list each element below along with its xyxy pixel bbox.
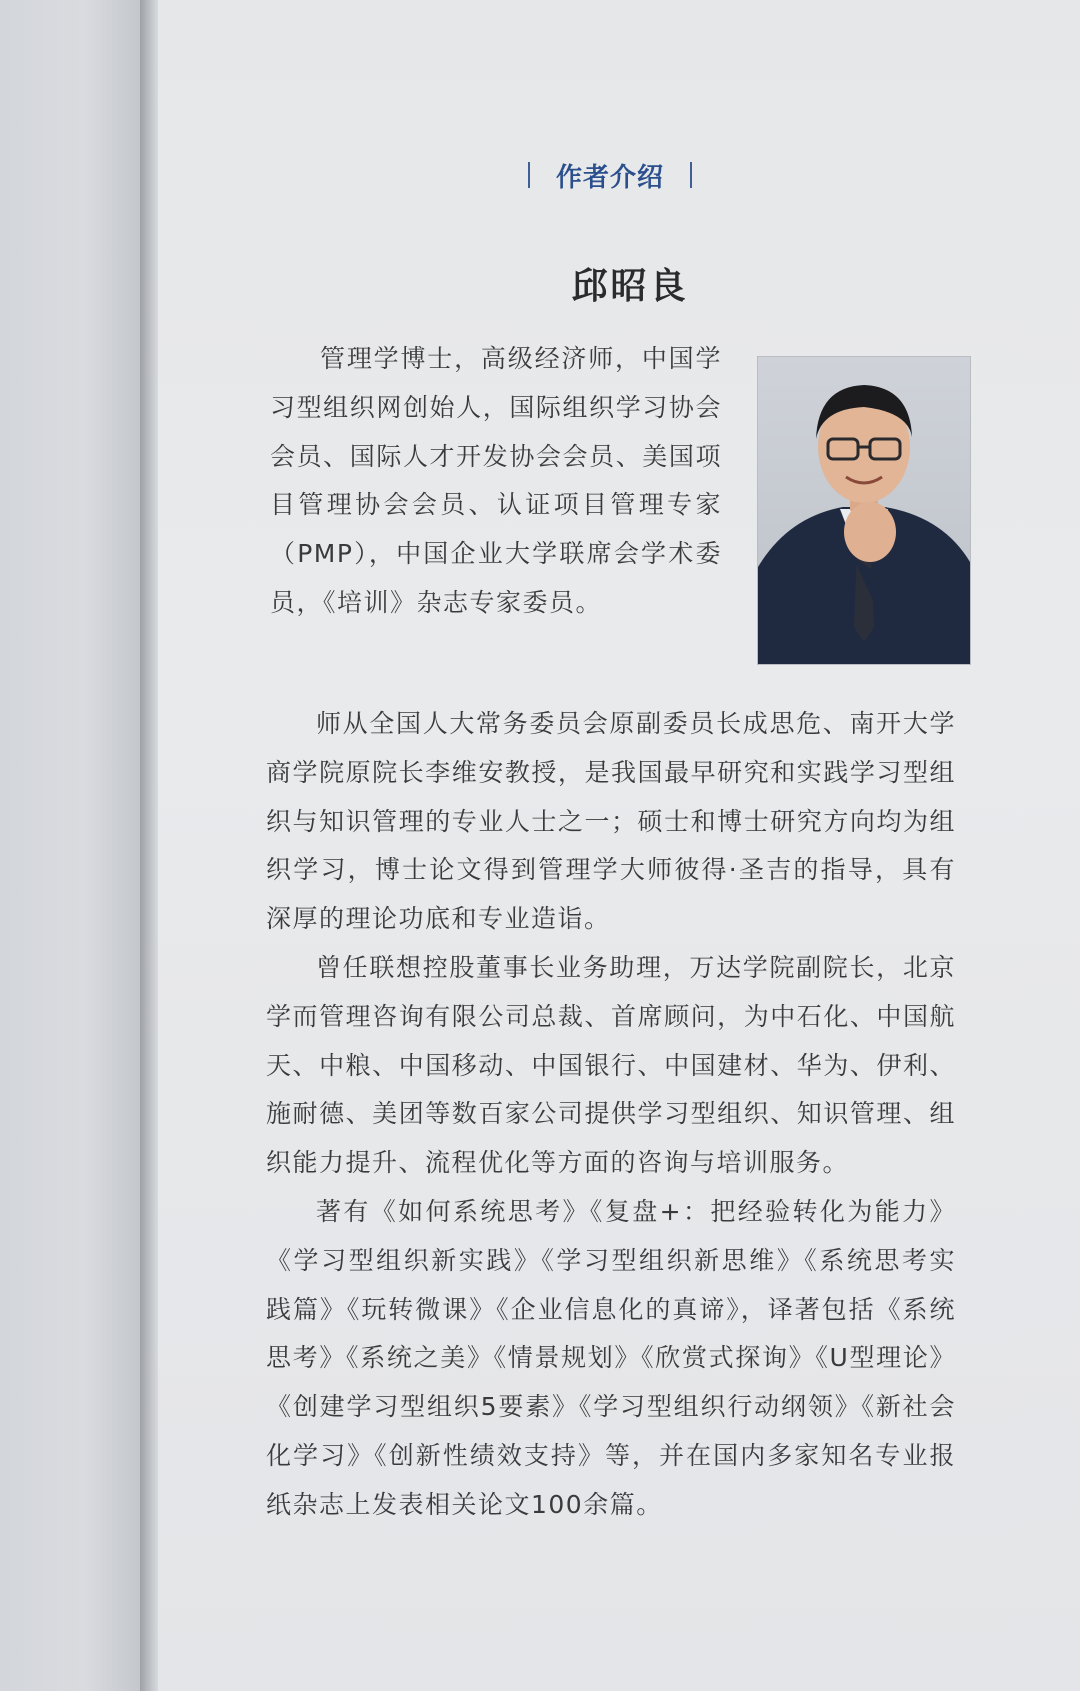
section-title: 作者介绍 [555, 162, 664, 193]
left-page-edge [0, 0, 140, 1691]
book-gutter [140, 0, 158, 1691]
author-photo [758, 357, 970, 664]
bio-body [266, 700, 956, 1530]
heading-left-bar [528, 162, 530, 188]
bio-paragraph-2: 师从全国人大常务委员会原副委员长成思危、南开大学商学院原院长李维安教授，是我国最早研究和实践学习型组织与知识管理的专业人士之一；硕士和博士研究方向均为组织学习，博士论文得到管理学大师彼得·圣吉的指导，具有深厚的理论功底和专业造诣。 [266, 709, 956, 934]
heading-right-bar [690, 162, 692, 188]
bio-paragraph-1: 管理学博士，高级经济师，中国学习型组织网创始人，国际组织学习协会会员、国际人才开发协会会员、美国项目管理协会会员、认证项目管理专家（PMP），中国企业大学联席会学术委员，《培训》杂志专家委员。 [270, 344, 722, 617]
bio-paragraph-3: 曾任联想控股董事长业务助理，万达学院副院长，北京学而管理咨询有限公司总裁、首席顾问，为中石化、中国航天、中粮、中国移动、中国银行、中国建材、华为、伊利、施耐德、美团等数百家公司提供学习型组织、知识管理、组织能力提升、流程优化等方面的咨询与培训服务。 [266, 952, 956, 1178]
section-heading [500, 150, 720, 200]
bio-paragraph-4: 著有《如何系统思考》《复盘+：把经验转化为能力》《学习型组织新实践》《学习型组织新思维》《系统思考实践篇》《玩转微课》《企业信息化的真谛》，译著包括《系统思考》《系统之美》《情景规划》《欣赏式探询》《U型理论》《创建学习型组织5要素》《学习型组织行动纲领》《新社会化学习》《创新性绩效支持》等，并在国内多家知名专业报纸杂志上发表相关论文100余篇。 [266, 1196, 956, 1519]
author-name: 邱昭良 [571, 266, 689, 307]
